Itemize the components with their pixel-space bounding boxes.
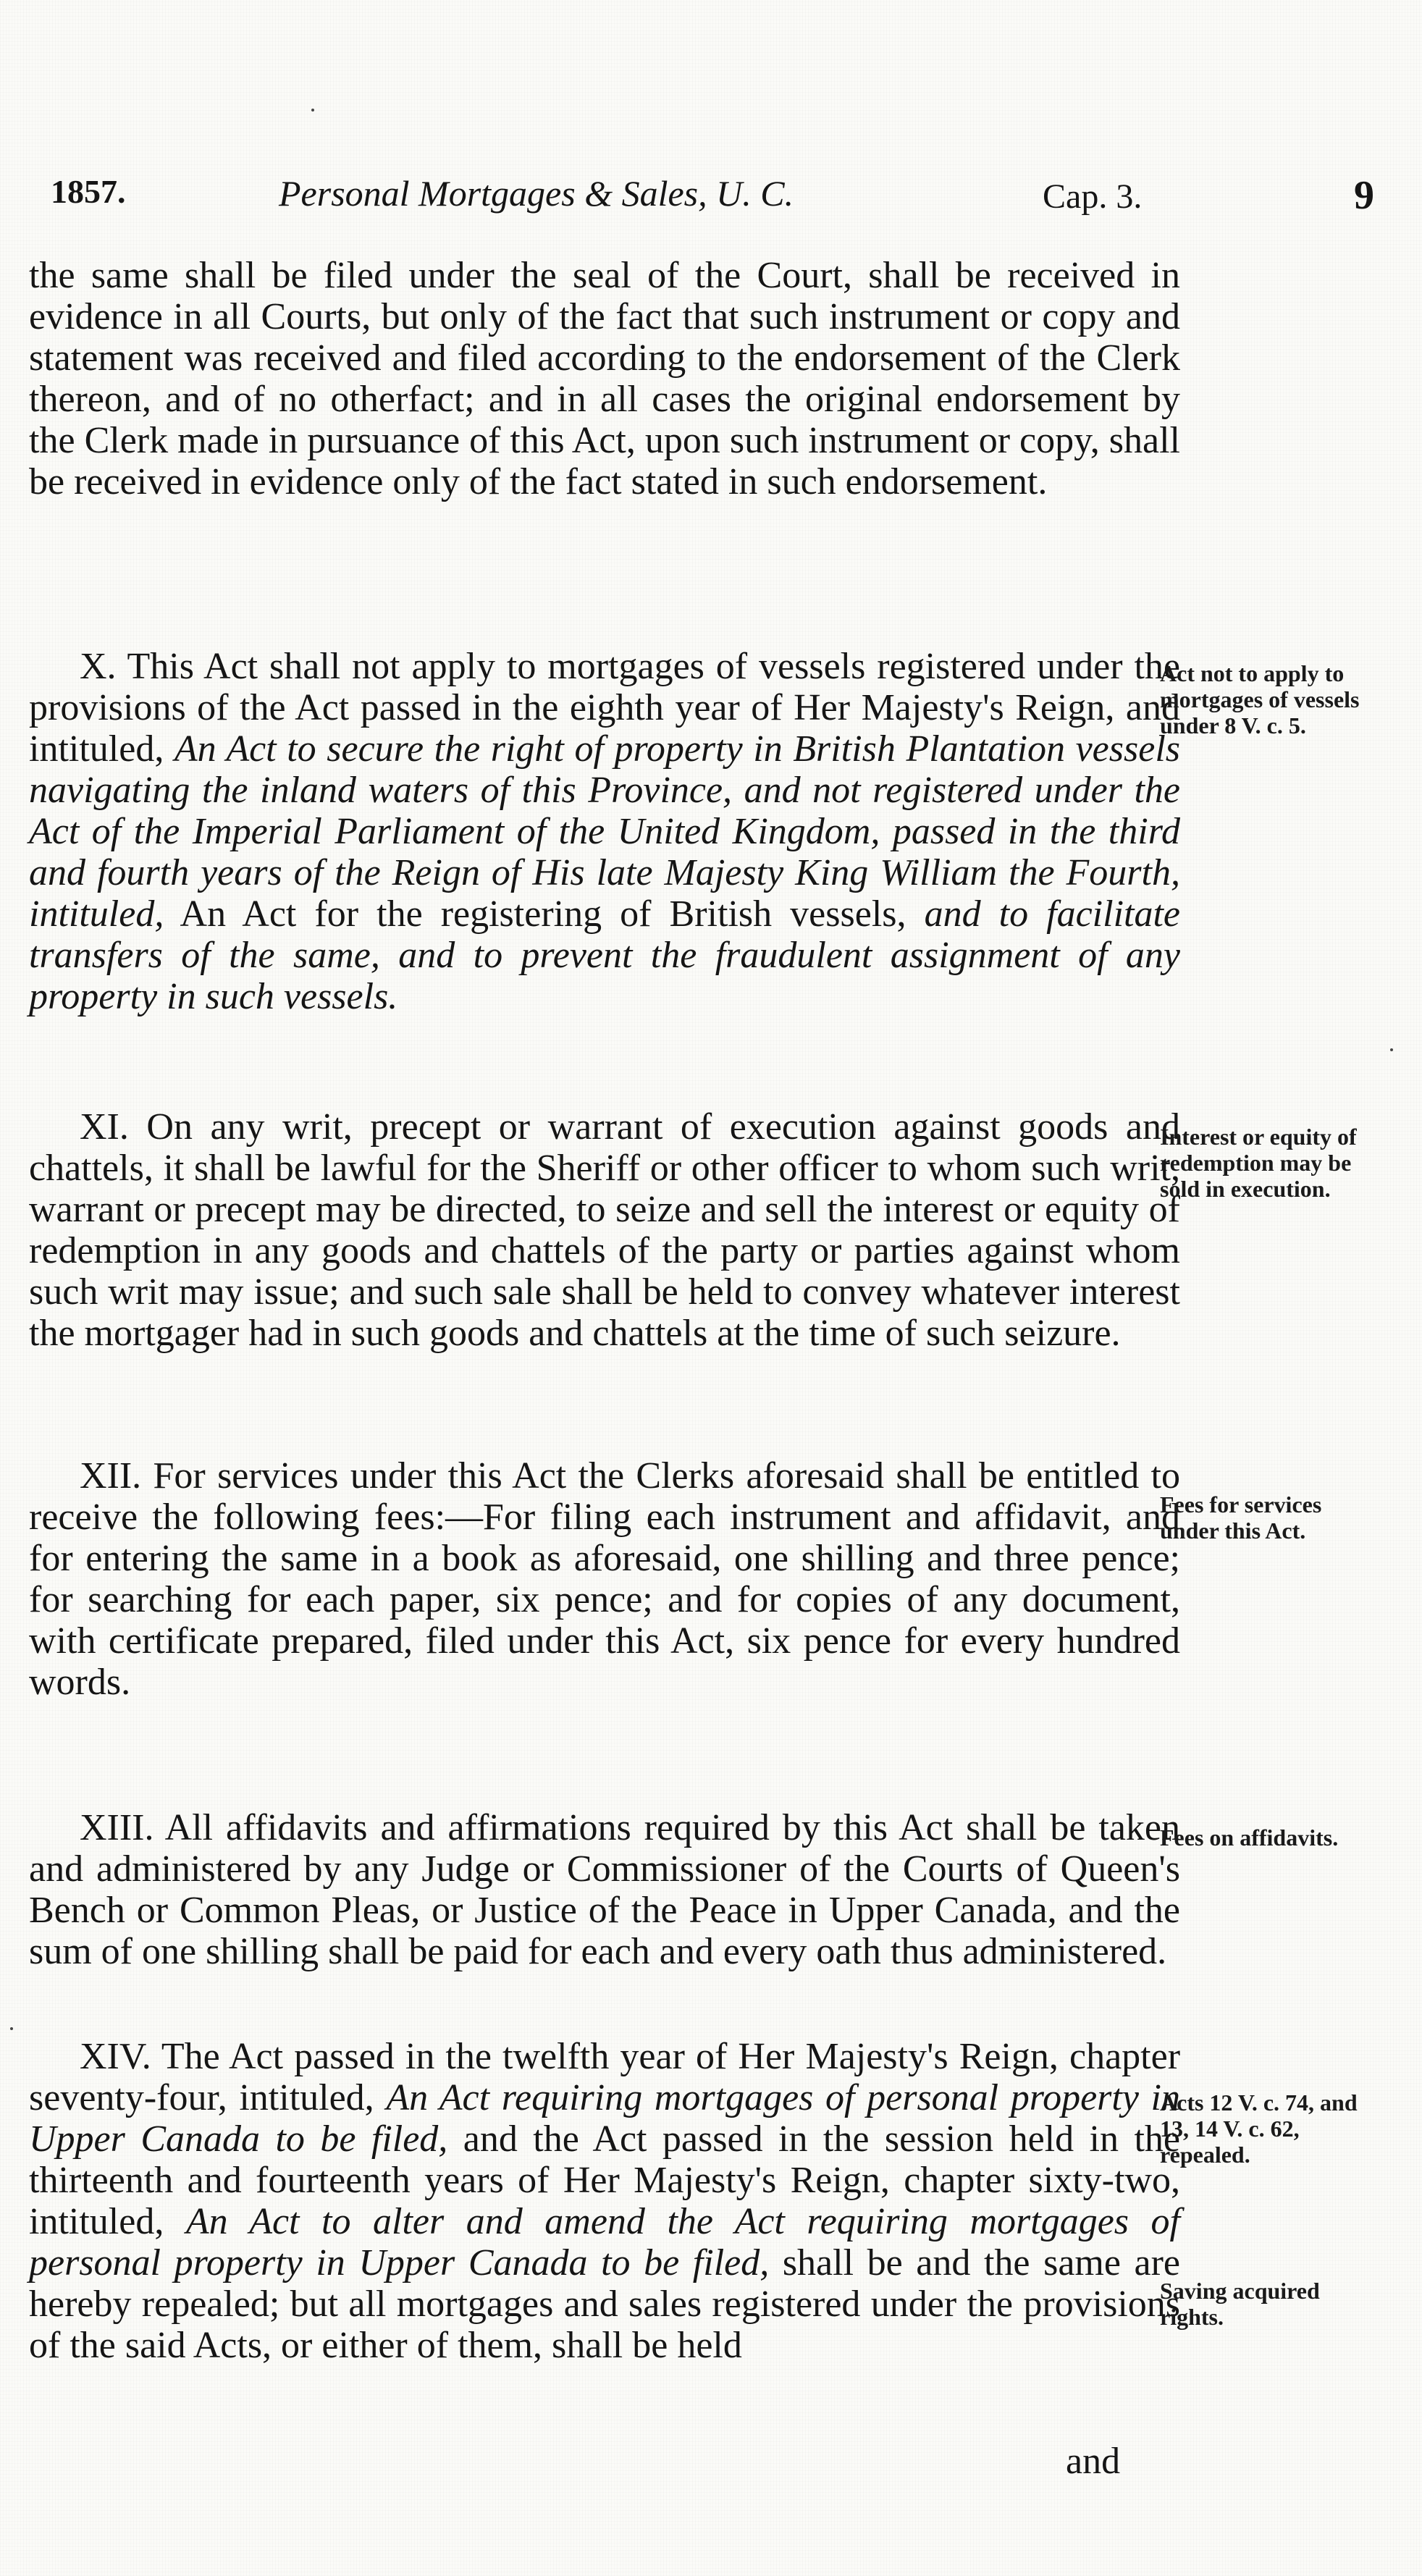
section-xiv-italic-b: An Act to alter and amend the Act requiring mortgages of personal property in Upper Canada to be filed,: [29, 2201, 1180, 2284]
section-x-italic-a: An Act to secure the right of property in British Plantation vessels navigating the inland waters of this Province, and not registered under the Act of the Imperial Parliament of the United Kingdom, passed in the third and fourth years of the Reign of His late Majesty King William the Fourth, intituled,: [29, 728, 1181, 935]
section-xiii: [29, 1807, 1180, 1972]
print-speck: [1390, 1048, 1393, 1051]
section-xii-text: [29, 1455, 1180, 1703]
section-xii: [29, 1455, 1180, 1703]
section-xii-number: XII.: [80, 1455, 142, 1497]
print-speck: [10, 2027, 13, 2030]
page-number: 9: [1354, 173, 1374, 218]
section-xiii-body: All affidavits and affirmations required by this Act shall be taken and administered by any Judge or Commissioner of the Courts of Queen's Bench or Common Pleas, or Justice of the Peace in Upper Canada, and the sum of one shilling shall be paid for each and every oath thus administered.: [29, 1807, 1180, 1972]
header-chapter: Cap. 3.: [1043, 177, 1143, 216]
section-x-text-a: This Act shall not apply to mortgages of vessels registered under the provisions of the Act passed in the eighth year of Her Majesty's Reign, and intituled,: [29, 646, 1181, 770]
section-xiv-text: [29, 2036, 1180, 2366]
section-xiv-italic-a: An Act requiring mortgages of personal property in Upper Canada to be filed,: [29, 2077, 1181, 2160]
margin-note-xii: Fees for services under this Act.: [1160, 1491, 1322, 1544]
section-x: [29, 646, 1180, 1017]
section-xiv-text-c: shall be and the same are hereby repealed; but all mortgages and sales registered under the provisions of the said Acts, or either of them, shall be held: [29, 2242, 1180, 2366]
section-xi-number: XI.: [80, 1106, 129, 1148]
margin-note-xiii: Fees on affidavits.: [1160, 1824, 1339, 1851]
section-x-text-b: An Act for the registering of British vessels,: [164, 893, 925, 935]
catchword: and: [1066, 2441, 1121, 2482]
section-xiv-number: XIV.: [80, 2036, 151, 2077]
section-xi: [29, 1106, 1180, 1354]
section-x-number: X.: [80, 646, 117, 687]
header-title: Personal Mortgages & Sales, U. C.: [279, 173, 794, 214]
section-x-text: [29, 646, 1180, 1017]
section-xiii-text: [29, 1807, 1180, 1972]
section-xiv-text-b: and the Act passed in the session held in the thirteenth and fourteenth years of Her Majesty's Reign, chapter sixty-two, intituled,: [29, 2118, 1180, 2242]
section-x-italic-b: and to facilitate transfers of the same, and to prevent the fraudulent assignment of any property in such vessels.: [29, 893, 1181, 1017]
intro-paragraph: [29, 255, 1180, 502]
section-xi-text: [29, 1106, 1180, 1354]
section-xiv: [29, 2036, 1180, 2366]
section-xiii-number: XIII.: [80, 1807, 154, 1848]
header-year: 1857.: [51, 173, 126, 210]
margin-note-xiv-repealed: Acts 12 V. c. 74, and 13, 14 V. c. 62, repealed.: [1160, 2089, 1358, 2168]
margin-note-xi: Interest or equity of redemption may be sold in execution.: [1160, 1124, 1357, 1202]
section-xii-body: For services under this Act the Clerks aforesaid shall be entitled to receive the following fees:—For filing each instrument and affidavit, and for entering the same in a book as aforesaid, one shilling and three pence; for searching for each paper, six pence; and for copies of any document, with certificate prepared, filed under this Act, six pence for every hundred words.: [29, 1455, 1180, 1703]
section-xiv-text-a: The Act passed in the twelfth year of Her Majesty's Reign, chapter seventy-four, intituled,: [29, 2036, 1181, 2118]
intro-text: the same shall be filed under the seal of the Court, shall be received in evidence in all Courts, but only of the fact that such instrument or copy and statement was received and filed according to the endorsement of the Clerk thereon, and of no otherfact; and in all cases the original endorsement by the Clerk made in pursuance of this Act, upon such instrument or copy, shall be received in evidence only of the fact stated in such endorsement.: [29, 255, 1180, 502]
print-speck: [311, 109, 314, 111]
margin-note-xiv-saving: Saving acquired rights.: [1160, 2278, 1320, 2330]
section-xi-body: On any writ, precept or warrant of execution against goods and chattels, it shall be lawful for the Sheriff or other officer to whom such writ, warrant or precept may be directed, to seize and sell the interest or equity of redemption in any goods and chattels of the party or parties against whom such writ may issue; and such sale shall be held to convey whatever interest the mortgager had in such goods and chattels at the time of such seizure.: [29, 1106, 1181, 1354]
running-header: [51, 172, 1397, 230]
margin-note-x: Act not to apply to mortgages of vessels under 8 V. c. 5.: [1160, 660, 1360, 738]
